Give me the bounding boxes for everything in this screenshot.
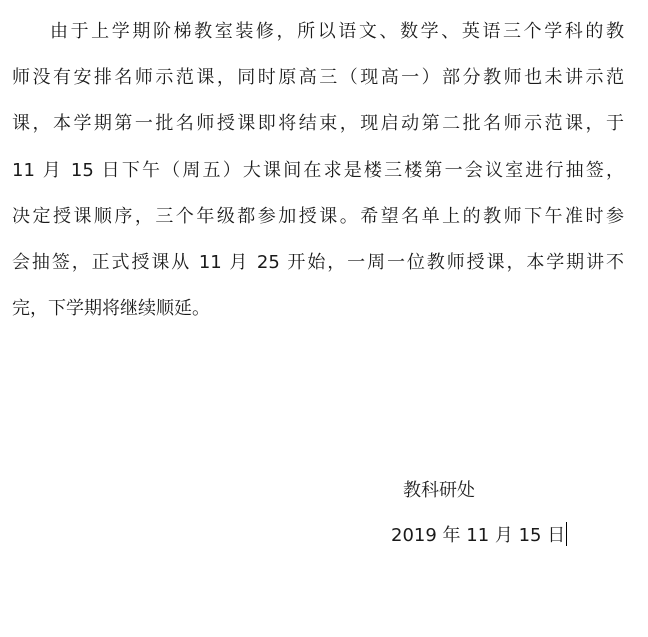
signature-date: 2019 年 11 月 15 日 [391, 525, 566, 546]
notice-body [12, 14, 624, 337]
body-line-1: 由于上学期阶梯教室装修，所以语文、数学、英语三个学科的教 [50, 21, 624, 42]
body-line-5: 决定授课顺序，三个年级都参加授课。希望名单上的教师下午准时参 [12, 205, 624, 227]
body-line-3: 课，本学期第一批名师授课即将结束，现启动第二批名师示范课，于 [12, 113, 624, 135]
body-line-7: 完，下学期将继续顺延。 [12, 298, 210, 320]
signature-organization: 教科研处 [403, 480, 475, 501]
body-line-4: 11 月 15 日下午（周五）大课间在求是楼三楼第一会议室进行抽签， [12, 159, 624, 181]
body-line-6: 会抽签，正式授课从 11 月 25 开始，一周一位教师授课，本学期讲不 [12, 251, 624, 273]
signature-date-line[interactable] [391, 518, 567, 554]
body-line-2: 师没有安排名师示范课，同时原高三（现高一）部分教师也未讲示范 [12, 67, 624, 89]
text-cursor-icon [566, 522, 567, 546]
